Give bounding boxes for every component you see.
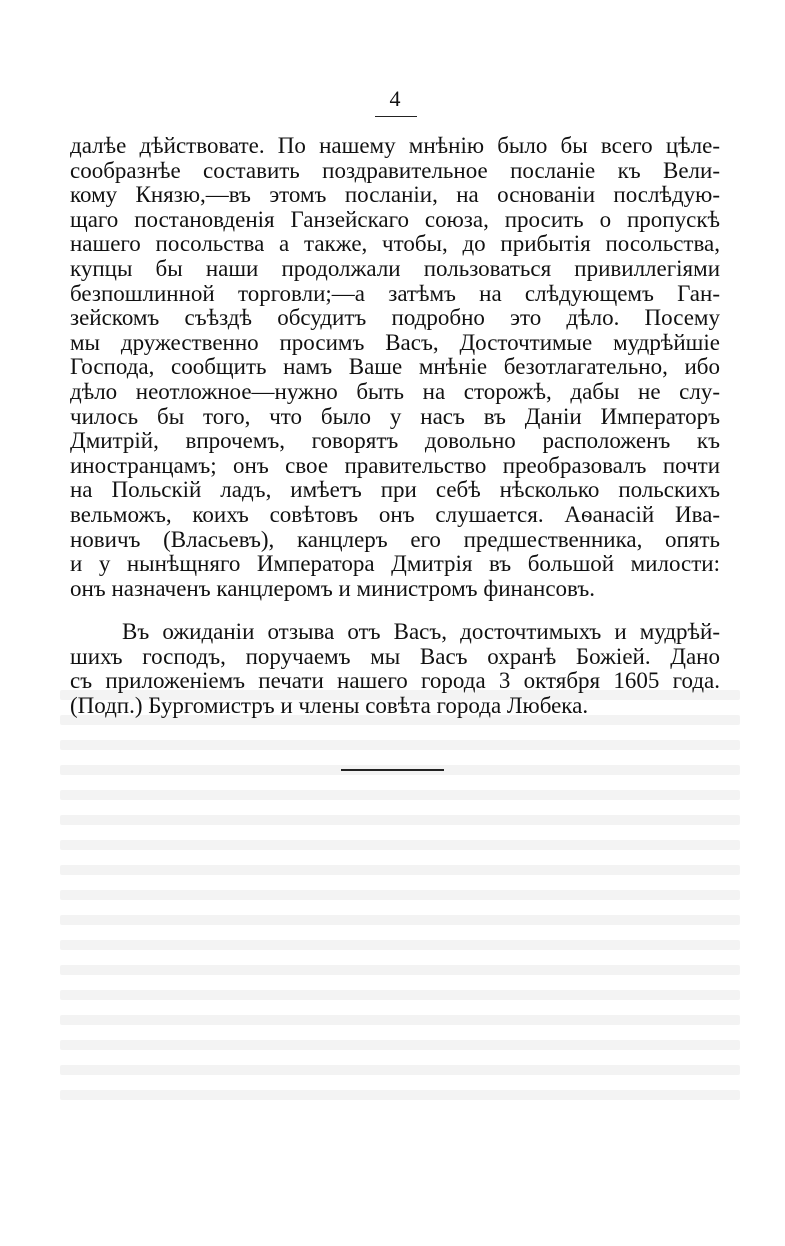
text-line: и у нынѣщняго Императора Дмитрія въ большой милости:	[70, 552, 720, 577]
bleed-through-texture	[60, 690, 740, 1140]
page-number-underline	[375, 116, 417, 117]
text-line: Въ ожиданіи отзыва отъ Васъ, досточтимыхъ и мудрѣй-	[122, 620, 720, 645]
text-line: безпошлинной торговли;—а затѣмъ на слѣдующемъ Ган-	[70, 281, 720, 306]
text-line: мы дружественно просимъ Васъ, Досточтимые мудрѣйшіе	[70, 330, 720, 355]
text-line: шихъ господъ, поручаемъ мы Васъ охранѣ Божіей. Дано	[70, 644, 720, 669]
text-line: на Польскій ладъ, имѣетъ при себѣ нѣсколько польскихъ	[70, 478, 720, 503]
text-line: сообразнѣе составить поздравительное посланіе къ Вели-	[70, 158, 720, 183]
text-line: Господа, сообщить намъ Ваше мнѣніе безотлагательно, ибо	[70, 355, 720, 380]
text-line: Дмитрій, впрочемъ, говорятъ довольно расположенъ къ	[70, 429, 720, 454]
page-number: 4	[389, 86, 401, 111]
body-text	[70, 134, 720, 719]
paragraph-gap	[70, 601, 720, 620]
text-line: иностранцамъ; онъ свое правительство преобразовалъ почти	[70, 453, 720, 478]
text-line: купцы бы наши продолжали пользоваться привиллегіями	[70, 256, 720, 281]
text-line: (Подп.) Бургомистръ и члены совѣта города Любека.	[70, 694, 589, 719]
text-line: съ приложеніемъ печати нашего города 3 октября 1605 года.	[70, 669, 720, 694]
paragraph-2	[70, 620, 720, 718]
text-line: нашего посольства а также, чтобы, до прибытія посольства,	[70, 232, 720, 257]
text-line: вельможъ, коихъ совѣтовъ онъ слушается. Аѳанасій Ива-	[70, 502, 720, 527]
text-line: кому Князю,—въ этомъ посланіи, на основаніи послѣдую-	[70, 183, 720, 208]
text-line: онъ назначенъ канцлеромъ и министромъ финансовъ.	[70, 576, 595, 601]
text-line: дѣло неотложное—нужно быть на сторожѣ, дабы не слу-	[70, 379, 720, 404]
text-line: щаго постановденія Ганзейскаго союза, просить о пропускѣ	[70, 207, 720, 232]
text-line: новичъ (Власьевъ), канцлеръ его предшественника, опять	[70, 527, 720, 552]
paragraph-1	[70, 134, 720, 601]
text-line: чилось бы того, что было у насъ въ Даніи Императоръ	[70, 404, 720, 429]
text-line: далѣе дѣйствовате. По нашему мнѣнію было бы всего цѣле-	[70, 134, 720, 158]
closing-rule	[341, 769, 444, 771]
text-line: зейскомъ съѣздѣ обсудитъ подробно это дѣло. Посему	[70, 306, 720, 331]
